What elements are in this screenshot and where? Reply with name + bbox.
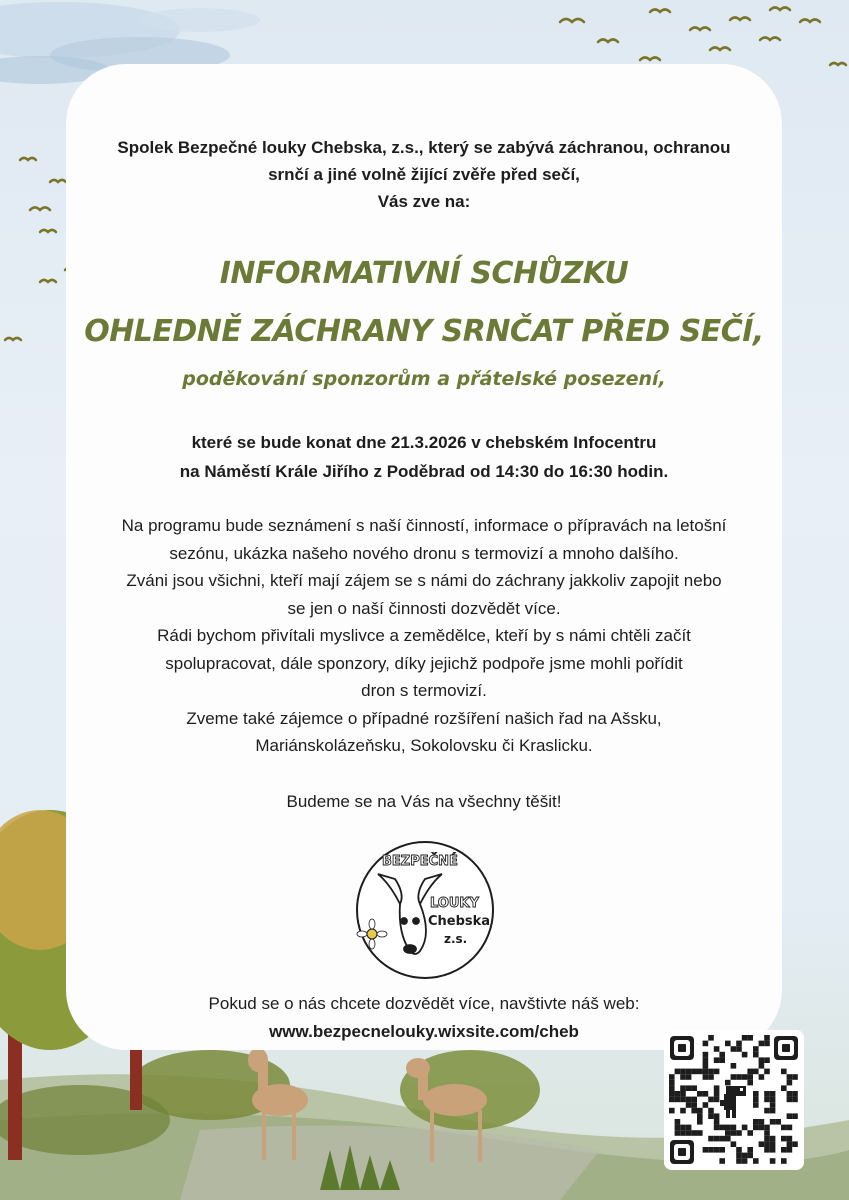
program-line: sezónu, ukázka našeho nového dronu s termovizí a mnoho dalšího. [169,543,679,563]
program-text [66,512,782,760]
intro-text [66,134,782,215]
program-line: dron s termovizí. [361,681,487,700]
logo-text-zs: z.s. [444,932,468,946]
program-line: Mariánskolázeňsku, Sokolovsku či Kraslicku. [255,736,593,755]
website-link[interactable]: www.bezpecnelouky.wixsite.com/cheb [269,1022,579,1041]
intro-line: srnčí a jiné volně žijící zvěře před sečí, [268,165,580,184]
event-date-place [66,428,782,486]
program-line: Zveme také zájemce o případné rozšíření našich řad na Ašsku, [186,708,662,728]
program-line: Zváni jsou všichni, kteří mají zájem se s námi do záchrany jakkoliv zapojit nebo [126,571,722,590]
closing-text: Budeme se na Vás na všechny těšit! [286,792,562,811]
event-line: které se bude konat dne 21.3.2026 v chebském Infocentru [191,433,657,452]
headline-line-2: OHLEDNĚ ZÁCHRANY SRNČAT PŘED SEČÍ, [84,314,764,349]
headline-subtitle: poděkování sponzorům a přátelské posezení, [182,368,666,390]
headline-line-1: INFORMATIVNÍ SCHŮZKU [219,256,629,291]
qr-code[interactable] [664,1030,804,1170]
organization-logo [350,839,500,981]
logo-text-louky: LOUKY [430,896,479,911]
program-line: spolupracovat, dále sponzory, díky jejichž podpoře jsme mohli pořídit [165,653,683,673]
website-invitation: Pokud se o nás chcete dozvědět více, navštivte náš web: [208,994,640,1013]
program-line: Rádi bychom přivítali myslivce a zemědělce, kteří by s námi chtěli začít [157,626,691,645]
event-line: na Náměstí Krále Jiřího z Poděbrad od 14:30 do 16:30 hodin. [179,462,669,481]
program-line: Na programu bude seznámení s naší činností, informace o přípravách na letošní [121,516,727,535]
logo-text-bezpecne: BEZPEČNÉ [382,854,458,869]
logo-text-chebska: Chebska [428,914,491,929]
intro-line: Spolek Bezpečné louky Chebska, z.s., který se zabývá záchranou, ochranou [117,138,731,157]
intro-line: Vás zve na: [377,192,471,211]
program-line: se jen o naší činnosti dozvědět více. [287,598,561,618]
